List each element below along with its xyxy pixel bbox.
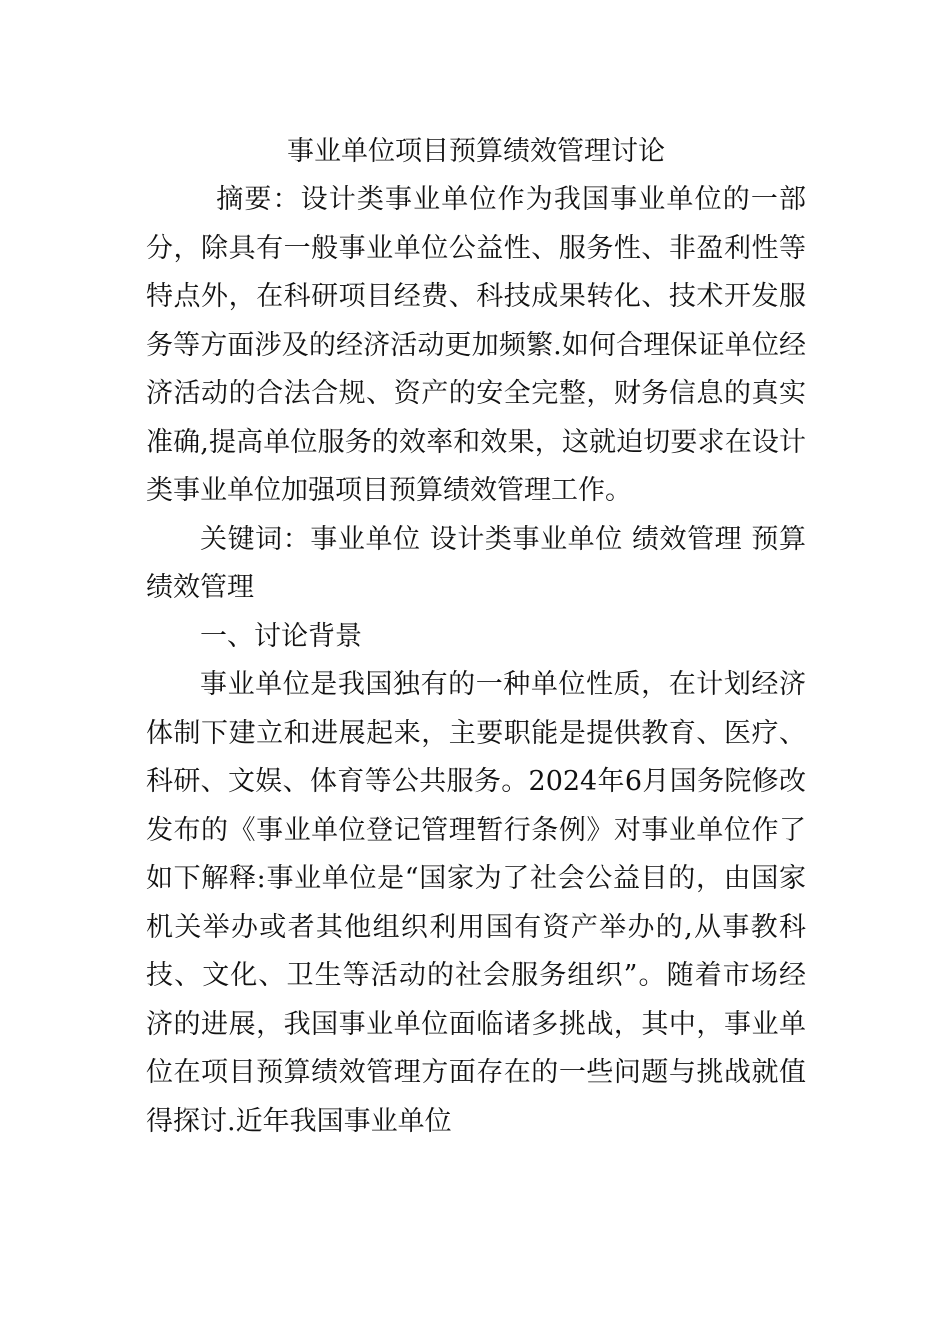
section-heading: 一、讨论背景 bbox=[200, 620, 362, 652]
keywords-paragraph: 关键词：事业单位 设计类事业单位 绩效管理 预算绩效管理 bbox=[146, 523, 806, 603]
document-body bbox=[146, 128, 806, 1146]
body-paragraph: 事业单位是我国独有的一种单位性质，在计划经济体制下建立和进展起来，主要职能是提供教育、医疗、科研、文娱、体育等公共服务。2024年6月国务院修改发布的《事业单位登记管理暂行条例》对事业单位作了如下解释:事业单位是“国家为了社会公益目的，由国家机关举办或者其他组织利用国有资产举办的,从事教科技、文化、卫生等活动的社会服务组织”。随着市场经济的进展，我国事业单位面临诸多挑战，其中，事业单位在项目预算绩效管理方面存在的一些问题与挑战就值得探讨.近年我国事业单位 bbox=[146, 669, 806, 1137]
document-title: 事业单位项目预算绩效管理讨论 bbox=[287, 136, 665, 167]
abstract-paragraph: 摘要：设计类事业单位作为我国事业单位的一部分，除具有一般事业单位公益性、服务性、非盈利性等特点外，在科研项目经费、科技成果转化、技术开发服务等方面涉及的经济活动更加频繁.如何合理保证单位经济活动的合法合规、资产的安全完整，财务信息的真实准确,提高单位服务的效率和效果，这就迫切要求在设计类事业单位加强项目预算绩效管理工作。 bbox=[146, 184, 806, 506]
